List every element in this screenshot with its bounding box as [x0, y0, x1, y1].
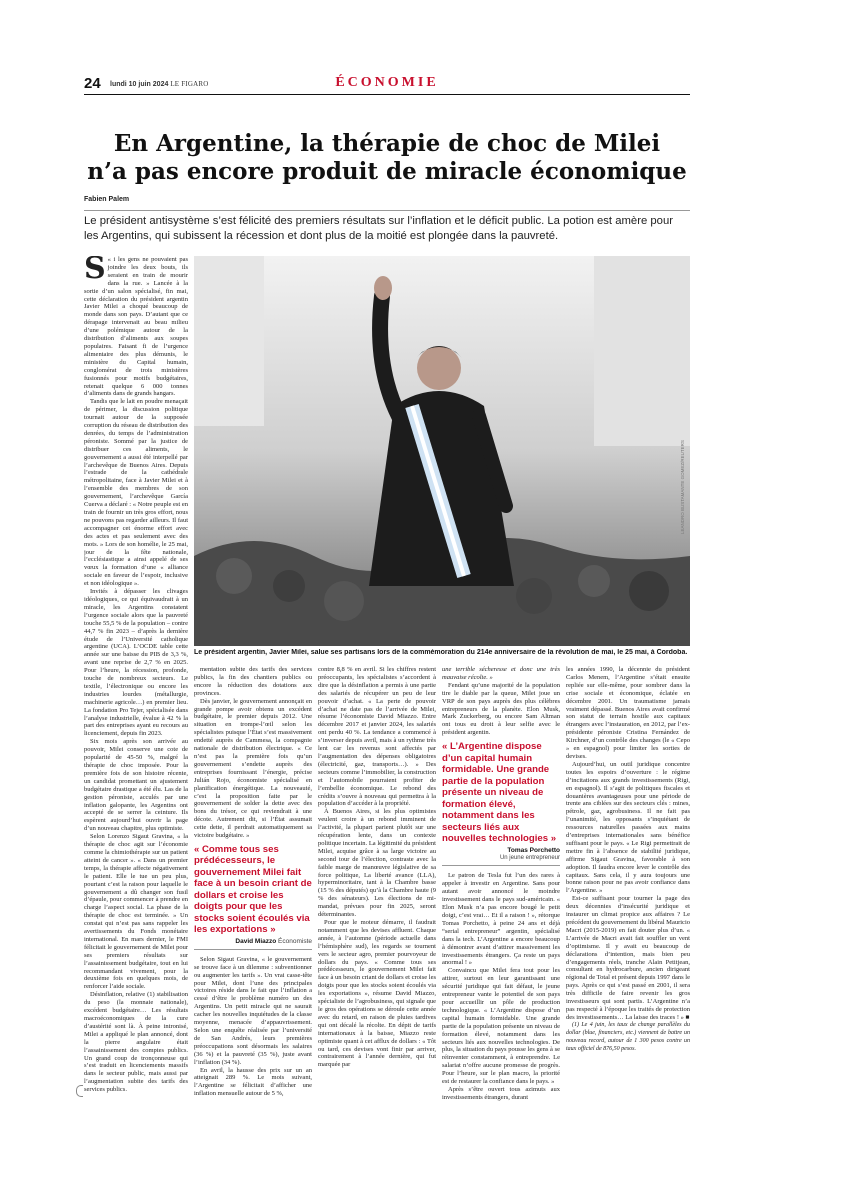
paragraph: « i les gens ne pouvaient pas joindre les deux bouts, ils seraient en train de mourir dans la rue. » Lancée à la sortie d’un salon spécialisé, fin mai, cette déclaration du président argentin Javier Milei a choqué beaucoup de monde dans son pays. D’autant que ce dérapage intervenait au beau milieu d’une polémique autour de la distribution d’aliments aux soupes populaires. Faisant fi de l’urgence alimentaire des plus démunis, le ministère du Capital humain, conglomérat de trois ministères fusionnés pour motifs budgétaires, retenait quelque 6 000 tonnes d’aliments dans de grands hangars. [84, 256, 188, 398]
footnote: (1) Le 4 juin, les taux de change parallèles du dollar (blue, financiers, etc.) viennent de battre un nouveau record, autour de 1 300 pesos contre un taux officiel de 876,50 pesos. [566, 1021, 690, 1052]
article-column-4 [442, 666, 560, 1126]
paragraph: Pour que le moteur démarre, il faudrait notamment que les devises affluent. Chaque année, à l’automne (période actuelle dans l’hémisphère sud), les regards se tournent vers le secteur agro, premier pourvoyeur de dollars du pays. « Comme tous ses prédécesseurs, le gouvernement Milei fait face à un besoin criant de dollars et croise les doigts pour que les stocks soient écoulés via les exportations », résume David Miazzo, spécialiste de l’agrobusiness, qui signale que le gros des opérations se déroule cette année avec du retard, en raison de pluies tardives qui ont décalé la récolte. En dépit de tarifs internationaux à la baisse, Miazzo reste optimiste quant à cet afflux de dollars : « Tôt ou tard, ces devises vont finir par arriver, contrairement à l’année dernière, qui fut marquée par [318, 919, 436, 1069]
paragraph: Six mois après son arrivée au pouvoir, Milei conserve une cote de popularité de 45-50 %, malgré la thérapie de choc imposée. Pour la première fois de son histoire récente, un candidat promettant un ajustement budgétaire drastique a été élu. Las de la gestion péroniste, acculés par une inflation galopante, les Argentins ont accepté de se serrer la ceinture. Ils espèrent aujourd’hui ouvrir la page d’un nouveau chapitre, plus optimiste. [84, 738, 188, 833]
paragraph: Selon Sigaut Gravina, « le gouvernement se trouve face à un dilemme : subventionner ou augmenter les tarifs ». Un vrai casse-tête pour Milei, dont l’une des principales victoires réside dans le fait que l’inflation a cessé d’être le problème numéro un des Argentins. Un petit miracle qui ne saurait cacher les nouvelles inquiétudes de la classe moyenne, menacée d’appauvrissement. Selon une enquête réalisée par l’université de San Andrés, leurs premières préoccupations sont désormais les salaires (36 %) et la pauvreté (35 %), juste avant l’inflation (34 %). [194, 955, 312, 1066]
paragraph: Aujourd’hui, un outil juridique concentre toutes les espoirs d’ouverture : le régime d’incitations aux grands investissements (Rigi, en espagnol). Il s’agit de politiques fiscales et douanières avantageuses pour une période de trente ans ciblées sur des secteurs clés : mines, pétrole, gaz, agrobusiness. Il ne fait pas l’unanimité, les opposants s’inquiétant de ressources naturelles passées aux mains d’entreprises internationales sans bénéfice suffisant pour le pays. « Le Rigi permettrait de mettre fin à l’absence de stabilité juridique, affirme Sigaut Gravina, favorable à son adoption. Il faudra encore lever le contrôle des capitaux. Sans cela, il y aura toujours une bonne raison pour ne pas avoir confiance dans l’Argentine. » [566, 760, 690, 895]
headline-line-1: En Argentine, la thérapie de choc de Milei [113, 130, 661, 157]
article-column-2 [194, 666, 312, 1126]
page-edge-mark [76, 1085, 83, 1097]
pull-quote-author: David Miazzo [235, 937, 277, 945]
photo-credit: LEANDRO BUSTAMANTE GOMEZ/REUTERS [680, 440, 685, 534]
article-standfirst: Le président antisystème s’est félicité des premiers résultats sur l’inflation et le déficit public. La potion est amère pour les Argentins, qui subissent la récession et dont plus de la moitié est plongée dans la pauvreté. [84, 210, 690, 244]
paragraph: Le patron de Tesla fut l’un des rares à appeler à investir en Argentine. Sans pour autant avoir annoncé le moindre investissement dans le pays sud-américain. « Elon Musk n’a pas encore bougé le petit doigt, c’est vrai… Et il a raison ! », rétorque Tomas Porchetto, à peine 24 ans et déjà “serial entrepreneur” argentin, spécialisé dans la tech. L’Argentine a encore beaucoup à démontrer avant d’attirer massivement les investissements étrangers. Ça reste un pays anormal ! » [442, 872, 560, 967]
paragraph: les années 1990, la décennie du président Carlos Menem, l’Argentine s’était ensuite repliée sur elle-même, pour sombrer dans la crise sociale et économique, éclatée en décembre 2001. Un traumatisme jamais vraiment dépassé. Buenos Aires avait confirmé son statut de terrain hostile aux capitaux étrangers avec l’instauration, en 2012, par l’ex-présidente péroniste Cristina Fernández de Kirchner, d’un contrôle des changes (le « Cepo » en espagnol) pour limiter les sorties de devises. [566, 666, 690, 760]
pull-quote-role: Un jeune entrepreneur [499, 854, 560, 861]
pull-quote-text: « L’Argentine dispose d’un capital humain formidable. Une grande partie de la population présente un niveau de formation élevé, notamment dans les secteurs liés aux nouvelles technologies » [442, 741, 557, 845]
article-photo [194, 256, 690, 646]
paragraph: Après s’être ouvert tous azimuts aux investissements étrangers, durant [442, 1085, 560, 1101]
page-header [84, 74, 690, 95]
pull-quote-role: Économiste [278, 937, 312, 945]
paragraph: À Buenos Aires, si les plus optimistes veulent croire à un rebond imminent de l’activité, la plupart parient plutôt sur une récupération lente, dans un contexte politique incertain. La légitimité du président Milei, acquise grâce à sa large victoire au second tour de l’élection, contraste avec la faible marge de manœuvre législative de sa force politique, La liberté avance (LLA), hyperminoritaire, tant à la Chambre basse (15 % des députés) qu’à la Chambre haute (9 % des sénateurs). Les élections de mi-mandat, prévues pour fin 2025, seront déterminantes. [318, 808, 436, 919]
page-number: 24 [84, 75, 101, 92]
newspaper-name: LE FIGARO [170, 80, 209, 88]
paragraph: Est-ce suffisant pour tourner la page des deux décennies d’insécurité juridique et instaurer un climat propice aux affaires ? Le précédent du gouvernement du libéral Mauricio Macri (2015-2019) en fait douter plus d’un. « L’arrivée de Macri avait fait souffler un vent d’optimisme. Il y avait eu beaucoup de déclarations d’intention, mais bien peu d’engagements réels, tranche Alain Petitjean, consultant en hydrocarbure, ancien dirigeant régional de Total et présent depuis 1997 dans le pays. Après ce qui s’est passé en 2001, il sera très difficile de faire revenir les gros investisseurs qui sont partis. L’Argentine n’a pas respecté à l’époque les traités de protection des investissements… La laisse des traces ! » ■ [566, 895, 690, 1021]
paragraph: Selon Lorenzo Sigaut Gravina, « la thérapie de choc agit sur l’économie comme la chimiothérapie sur un patient atteint de cancer ». « Dans un premier temps, la thérapie affecte négativement le patient. Elle le tue un peu plus, pourtant c’est la raison pour laquelle le gouvernement a dû changer son fusil d’épaule, pour commencer à prendre en charge l’aspect social. La phase de la thérapie de choc est terminée. » Un constat qui n’est pas sans rappeler les avertissements du Fonds monétaire international. En mars dernier, le FMI félicitait le gouvernement de Milei pour ses premiers résultats sur l’assainissement budgétaire, tout en lui recommandant vivement, pour la deuxième fois en quelques mois, de renforcer l’aide sociale. [84, 833, 188, 991]
paragraph: Désinflation, relative (1) stabilisation du peso (la monnaie nationale), excédent budgétaire… Les résultats macroéconomiques de la cure d’austérité sont là. À peine intronisé, Milei a appliqué le plan annoncé, dont la pierre angulaire était l’assainissement des comptes publics. Un grand coup de tronçonneuse qui s’est traduit en licenciements massifs dans le secteur public, mais aussi par l’augmentation subite des tarifs des services publics. [84, 991, 188, 1094]
photo-caption: Le président argentin, Javier Milei, salue ses partisans lors de la commémoration du 214e anniversaire de la révolution de mai, le 25 mai, à Cordoba. [194, 649, 688, 656]
article-column-1 [84, 256, 188, 1126]
paragraph: contre 8,8 % en avril. Si les chiffres restent préoccupants, les spécialistes s’accordent à dire que la désinflation a permis à une partie des salariés de récupérer un peu de leur pouvoir d’achat. « La perte de pouvoir d’achat ne date pas de l’arrivée de Milei, résume l’économiste David Miazzo. Entre décembre 2017 et janvier 2024, les salariés ont perdu 40 %. La tendance a commencé à s’inverser depuis avril, mais à un rythme très lent car les revenus sont affectés par l’augmentation des dépenses obligatoires (électricité, gaz, transports…). » Des secteurs comme l’immobilier, la construction et l’automobile pourraient profiter de l’embellie économique. Le rebond des crédits s’ouvre à nouveau qui permettra à la population d’accéder à la propriété. [318, 666, 436, 808]
divider [194, 949, 312, 950]
paragraph: Convaincu que Milei fera tout pour les attirer, surtout en leur garantissant une sécurité juridique qui fait défaut, le jeune entrepreneur vante le potentiel de son pays pour accueillir un pôle de production technologique. « L’Argentine dispose d’un capital humain formidable. Une grande partie de la population présente un niveau de formation élevé, notamment dans les secteurs liés aux nouvelles technologies. De plus, la situation du pays pousse les gens à se réinventer constamment, à entreprendre. Le salariat n’offre aucune promesse de progrès. Pour l’heure, sur le plan macro, la priorité est de restaurer la confiance dans le pays. » [442, 967, 560, 1086]
pull-quote-text: « Comme tous ses prédécesseurs, le gouvernement Milei fait face à un besoin criant de dollars et croise les doigts pour que les stocks soient écoulés via les exportations » [194, 843, 312, 936]
divider [442, 865, 560, 866]
headline-line-2: n’a pas encore produit de miracle économique [87, 158, 687, 185]
photo-illustration [194, 256, 690, 646]
article-column-5 [566, 666, 690, 1126]
article-column-3 [318, 666, 436, 1126]
paragraph: En avril, la hausse des prix sur un an atteignait 289 %. Le mois suivant, l’Argentine se félicitait d’afficher une inflation mensuelle autour de 5 %, [194, 1066, 312, 1098]
article-author: Fabien Palem [84, 196, 130, 203]
article-headline [84, 130, 690, 186]
section-title: ÉCONOMIE [335, 75, 439, 90]
paragraph: Invités à dépasser les clivages idéologiques, ce qui équivaudrait à un miracle, les Argentins constatent l’urgence sociale alors que la pauvreté touche 55,5 % de la population – contre 44,7 % fin 2023 – d’après la dernière étude de l’Université catholique argentine (UCA). L’OCDE table cette année sur une baisse du PIB de 3,3 %, avant une reprise de 2,7 % en 2025. Pour l’heure, la récession, profonde, touche de nombreux secteurs. Le textile, l’électronique ou encore les industries lourdes (métallurgie, machinerie agricole…) en premier lieu. La fondation Pro Tejer, spécialisée dans l’analyse industrielle, évalue à 42 % la part des entreprises ayant eu recours au licenciement, depuis fin 2023. [84, 588, 188, 738]
pull-quote [194, 844, 312, 950]
issue-date: lundi 10 juin 2024 [110, 81, 169, 88]
pull-quote [442, 741, 560, 866]
paragraph: mentation subite des tarifs des services publics, la fin des chantiers publics ou encore la réduction des dotations aux provinces. [194, 666, 312, 697]
newspaper-page [84, 74, 690, 1134]
paragraph: une terrible sécheresse et donc une très mauvaise récolte. » [442, 666, 560, 681]
paragraph: Dès janvier, le gouvernement annonçait en grande pompe avoir obtenu un excédent budgétaire, le premier depuis 2012. Une situation en trompe-l’œil selon les spécialistes puisque l’État s’est massivement endetté auprès de Cammesa, la compagnie nationale de distribution électrique. « Ce n’est pas la première fois qu’un gouvernement s’endette auprès des entreprises fournissant l’énergie, précise Julián Rojo, économiste spécialisé en planification énergétique. La nouveauté, c’est la proposition faite par le gouvernement de solder la dette avec des bons du trésor, ce qui reviendrait à une décote. Autrement dit, si l’État assumait cette dette, il perdrait automatiquement sa victoire budgétaire. » [194, 697, 312, 840]
paragraph: Fendant qu’une majorité de la population tire le diable par la queue, Milei joue un VRP de son pays auprès des plus célèbres entrepreneurs de la planète. Elon Musk, Mark Zuckerberg, ou encore Sam Altman ont tous eu droit à leur selfie avec le président argentin. [442, 681, 560, 737]
paragraph: Tandis que le lait en poudre menaçait de périmer, la discussion politique tournait autour de la supposée corruption du réseau de distribution des denrées, du temps de l’administration péroniste. Sommé par la justice de distribuer ces aliments, le gouvernement a aussi été interpellé par l’archevêque de Buenos Aires. Depuis l’estrade de la cathédrale métropolitaine, face à Javier Milei et à l’ensemble des membres de son gouvernement, l’archevêque García Cuerva a déclaré : « Notre peuple est en train de fournir un très gros effort, nous ne pouvons pas regarder ailleurs. Il faut accompagner cet énorme effort avec des actes et pas seulement avec des mots. » Lors de son homélie, le 25 mai, jour de la fête nationale, l’ecclésiastique a ainsi appelé de ses vœux la formation d’une « alliance sociale en faveur de l’espoir, inclusive et non idéologique ». [84, 398, 188, 588]
drop-cap: S [84, 256, 106, 286]
lead-paragraph [84, 256, 188, 398]
pull-quote-author: Tomas Porchetto [507, 846, 560, 854]
